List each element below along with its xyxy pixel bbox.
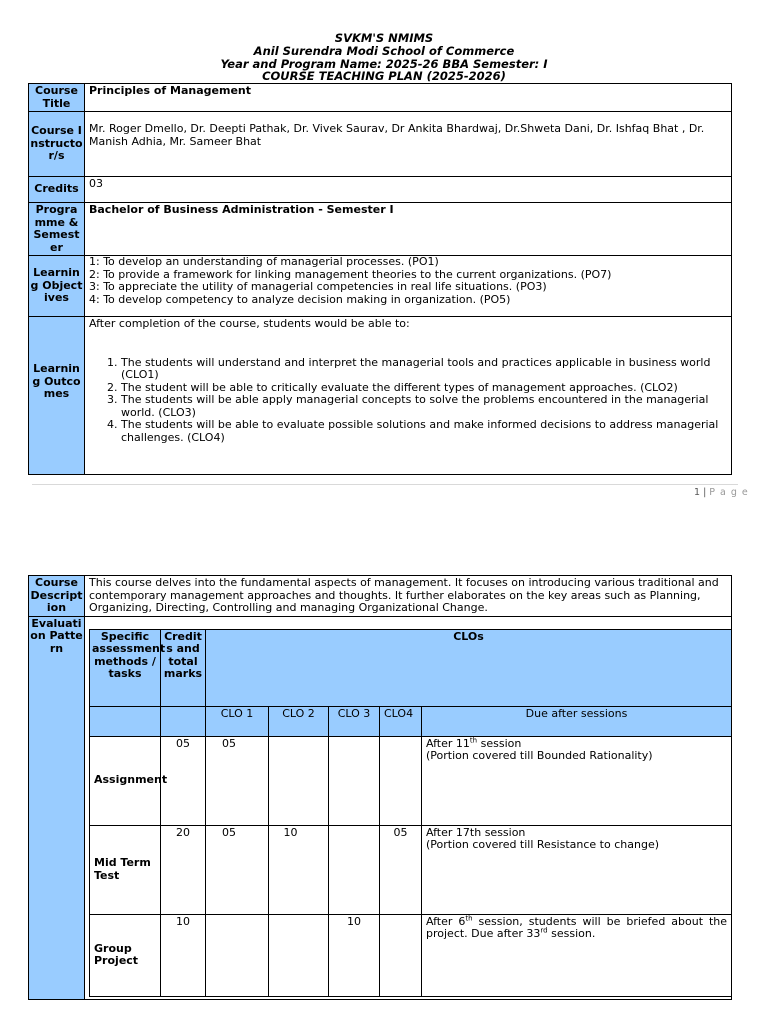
clo4-cell bbox=[380, 914, 422, 996]
clo2-cell: 10 bbox=[269, 825, 329, 914]
marks-cell: 20 bbox=[161, 825, 206, 914]
due-portion: (Portion covered till Resistance to change) bbox=[426, 838, 659, 851]
clo4-cell: 05 bbox=[380, 825, 422, 914]
due-cell bbox=[422, 914, 732, 996]
due-sup: rd bbox=[540, 926, 548, 935]
objectives-label: Learning Objectives bbox=[29, 256, 85, 317]
objective-item: 4: To develop competency to analyze decision making in organization. (PO5) bbox=[89, 292, 511, 306]
marks-cell: 05 bbox=[161, 736, 206, 825]
due-text: session. bbox=[547, 927, 596, 940]
clo3-cell bbox=[329, 736, 380, 825]
objectives-list bbox=[85, 256, 732, 317]
method-cell: Group Project bbox=[90, 914, 161, 996]
due-cell bbox=[422, 736, 732, 825]
evaluation-label: Evaluation Pattern bbox=[29, 616, 85, 999]
outcomes-list bbox=[89, 357, 727, 445]
sub-header-clo4: CLO4 bbox=[380, 706, 422, 736]
evaluation-pattern-table bbox=[89, 629, 732, 997]
course-info-table bbox=[28, 83, 732, 475]
instructor-value: Mr. Roger Dmello, Dr. Deepti Pathak, Dr. Vivek Saurav, Dr Ankita Bhardwaj, Dr.Shweta Dani, Dr. Ishfaq Bhat , Dr. Manish Adhia, Mr. Sameer Bhat bbox=[85, 112, 732, 177]
objective-item: 2: To provide a framework for linking management theories to the current organizations. (PO7) bbox=[89, 267, 612, 281]
method-cell: Mid Term Test bbox=[90, 825, 161, 914]
description-label: Course Description bbox=[30, 576, 83, 614]
evaluation-cell bbox=[85, 616, 732, 999]
marks-cell: 10 bbox=[161, 914, 206, 996]
outcomes-cell bbox=[85, 317, 732, 475]
page-divider bbox=[32, 484, 738, 485]
due-sup: th bbox=[465, 913, 473, 922]
outcomes-label: Learning Outcomes bbox=[29, 317, 85, 475]
header-plan-title: COURSE TEACHING PLAN (2025-2026) bbox=[262, 69, 506, 83]
clo2-cell bbox=[269, 736, 329, 825]
header-school: Anil Surendra Modi School of Commerce bbox=[253, 44, 515, 58]
sub-header-clo1: CLO 1 bbox=[206, 706, 269, 736]
due-portion: (Portion covered till Bounded Rationality) bbox=[426, 749, 653, 762]
due-text: session, students will be briefed about the project. Due after 33 bbox=[426, 914, 728, 940]
header-program: Year and Program Name: 2025-26 BBA Semester: I bbox=[220, 57, 548, 71]
objective-item: 1: To develop an understanding of managerial processes. (PO1) bbox=[89, 255, 439, 268]
clo3-cell: 10 bbox=[329, 914, 380, 996]
outcomes-intro: After completion of the course, students would be able to: bbox=[89, 317, 410, 330]
col-clos-header: CLOs bbox=[206, 629, 732, 706]
page-number: 1 bbox=[694, 487, 701, 498]
clo2-cell bbox=[269, 914, 329, 996]
credits-label: Credits bbox=[29, 177, 85, 203]
table-row bbox=[90, 825, 732, 914]
clo1-cell: 05 bbox=[206, 736, 269, 825]
clo4-cell bbox=[380, 736, 422, 825]
instructor-label: Course Instructor/s bbox=[29, 112, 85, 177]
due-cell bbox=[422, 825, 732, 914]
page-word: P a g e bbox=[709, 487, 749, 498]
credits-value: 03 bbox=[85, 177, 732, 203]
programme-label: Programme & Semester bbox=[29, 203, 85, 256]
outcome-item: 3. The students will be able apply managerial concepts to solve the problems encountered in the managerial world. (CLO3) bbox=[121, 394, 727, 419]
col-methods-header: Specific assessment methods / tasks bbox=[90, 629, 161, 706]
sub-header-blank bbox=[161, 706, 206, 736]
programme-value: Bachelor of Business Administration - Semester I bbox=[85, 203, 732, 256]
description-value: This course delves into the fundamental aspects of management. It focuses on introducing various traditional and contemporary management approaches and thoughts. It further elaborates on the key areas such as Planning, Organizing, Directing, Controlling and managing Organizational Change. bbox=[85, 576, 732, 617]
outcome-item: 4. The students will be able to evaluate possible solutions and make informed decisions to address managerial challenges. (CLO4) bbox=[121, 419, 727, 444]
sub-header-blank bbox=[90, 706, 161, 736]
due-text: session bbox=[477, 736, 522, 750]
course-title-value: Principles of Management bbox=[85, 84, 732, 112]
due-text: After 11 bbox=[426, 736, 470, 750]
clo3-cell bbox=[329, 825, 380, 914]
clo1-cell bbox=[206, 914, 269, 996]
sub-header-due: Due after sessions bbox=[422, 706, 732, 736]
page-footer: 1 | P a g e bbox=[694, 487, 749, 498]
course-title-label: Course Title bbox=[29, 84, 85, 112]
table-row bbox=[90, 914, 732, 996]
outcome-item: 1. The students will understand and interpret the managerial tools and practices applicable in business world (CLO1) bbox=[121, 357, 727, 382]
sub-header-clo2: CLO 2 bbox=[269, 706, 329, 736]
objective-item: 3: To appreciate the utility of managerial competencies in real life situations. (PO3) bbox=[89, 280, 547, 293]
clo1-cell: 05 bbox=[206, 825, 269, 914]
table-row bbox=[90, 736, 732, 825]
due-text: After 6 bbox=[426, 914, 466, 928]
course-eval-table bbox=[28, 575, 732, 1000]
due-sup: th bbox=[469, 735, 478, 744]
sub-header-clo3: CLO 3 bbox=[329, 706, 380, 736]
outcome-item: 2. The student will be able to critically evaluate the different types of management approaches. (CLO2) bbox=[121, 382, 727, 395]
due-text: After 17th session bbox=[426, 825, 526, 839]
method-cell: Assignment bbox=[90, 736, 161, 825]
header-institution: SVKM'S NMIMS bbox=[334, 31, 434, 45]
col-credits-header: Credits and total marks bbox=[161, 629, 206, 706]
